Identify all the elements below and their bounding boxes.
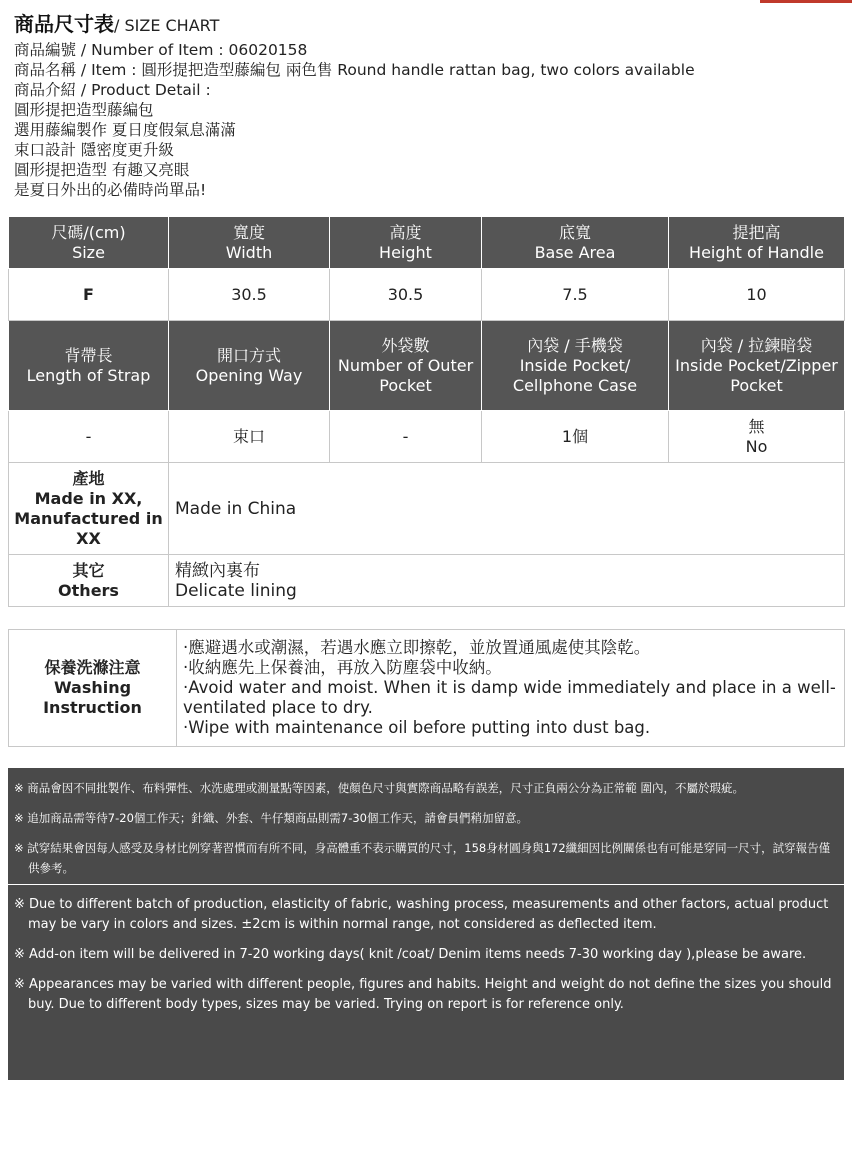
opening-value: 束口 [169,411,330,463]
size-value-row [9,269,845,321]
note-en: ※ Appearances may be varied with different people, figures and habits. Height and weight do not define the sizes you should buy. Due to different body types, sizes may be varied. Trying on report is for reference only. [14,977,832,1012]
origin-label: 產地 Made in XX, Manufactured in XX [9,463,169,555]
item-name: 商品名稱 / Item : 圓形提把造型藤編包 兩色售 Round handle rattan bag, two colors available [14,61,695,79]
header-cell-strap: 背帶長 Length of Strap [9,321,169,411]
pocket-header-row [9,321,845,411]
header-cell-opening: 開口方式 Opening Way [169,321,330,411]
detail-line: 圓形提把造型藤編包 [14,101,154,119]
title-zh: 商品尺寸表 [14,12,114,36]
care-line: ·收納應先上保養油，再放入防塵袋中收納。 [183,658,502,677]
care-table [8,629,845,747]
origin-row [9,463,845,555]
others-label: 其它 Others [9,555,169,607]
zipper-pocket-value: 無 No [669,411,845,463]
handle-height-value: 10 [669,269,845,321]
base-area-value: 7.5 [482,269,669,321]
item-number: 商品編號 / Number of Item : 06020158 [14,41,308,59]
product-header [14,10,844,200]
note-zh: ※ 試穿結果會因每人感受及身材比例穿著習慣而有所不同，身高體重不表示購買的尺寸，158身材圓身與172纖細因比例關係也有可能是穿同一尺寸，試穿報告僅供參考。 [14,841,831,875]
strap-value: - [9,411,169,463]
detail-line: 是夏日外出的必備時尚單品! [14,181,207,199]
care-line: ·應避遇水或潮濕，若遇水應立即擦乾，並放置通風處使其陰乾。 [183,638,651,657]
top-accent-bar [760,0,852,3]
care-line: ·Avoid water and moist. When it is damp wide immediately and place in a well-ventilated place to dry. [183,678,836,717]
note-zh: ※ 追加商品需等待7-20個工作天；針織、外套、牛仔類商品則需7-30個工作天，請會員們稍加留意。 [14,811,528,825]
detail-line: 圓形提把造型 有趣又亮眼 [14,161,190,179]
header-cell-size: 尺碼/(cm) Size [9,217,169,269]
notes-en [8,885,844,1021]
header-cell-width: 寬度 Width [169,217,330,269]
care-instructions [177,630,845,747]
header-cell-base-area: 底寬 Base Area [482,217,669,269]
header-cell-zipper-pocket: 內袋 / 拉鍊暗袋 Inside Pocket/Zipper Pocket [669,321,845,411]
size-header-row [9,217,845,269]
care-label: 保養洗滌注意 Washing Instruction [9,630,177,747]
inside-pocket-value: 1個 [482,411,669,463]
size-value: F [9,269,169,321]
others-row [9,555,845,607]
size-table [8,216,845,607]
others-value: 精緻內裏布 Delicate lining [169,555,845,607]
product-info [14,40,844,200]
title-en: / SIZE CHART [114,16,220,35]
notes-panel [8,768,844,1080]
note-en: ※ Due to different batch of production, elasticity of fabric, washing process, measurements and other factors, actual product may be vary in colors and sizes. ±2cm is within normal range, not considered as deflected item. [14,897,829,932]
note-zh: ※ 商品會因不同批製作、布料彈性、水洗處理或測量點等因素，使顏色尺寸與實際商品略有誤差，尺寸正負兩公分為正常範 圍內，不屬於瑕疵。 [14,781,744,795]
page-title [14,10,844,40]
outer-pocket-value: - [330,411,482,463]
header-cell-outer-pocket: 外袋數 Number of Outer Pocket [330,321,482,411]
note-en: ※ Add-on item will be delivered in 7-20 working days( knit /coat/ Denim items needs 7-30 working day ),please be aware. [14,947,807,962]
origin-value: Made in China [169,463,845,555]
product-detail-label: 商品介紹 / Product Detail : [14,81,211,99]
care-row [9,630,845,747]
pocket-value-row [9,411,845,463]
detail-line: 選用藤編製作 夏日度假氣息滿滿 [14,121,236,139]
care-line: ·Wipe with maintenance oil before putting into dust bag. [183,718,651,737]
header-cell-inside-pocket: 內袋 / 手機袋 Inside Pocket/ Cellphone Case [482,321,669,411]
notes-zh [8,768,844,884]
width-value: 30.5 [169,269,330,321]
height-value: 30.5 [330,269,482,321]
header-cell-height: 高度 Height [330,217,482,269]
header-cell-handle-height: 提把高 Height of Handle [669,217,845,269]
detail-line: 束口設計 隱密度更升級 [14,141,174,159]
